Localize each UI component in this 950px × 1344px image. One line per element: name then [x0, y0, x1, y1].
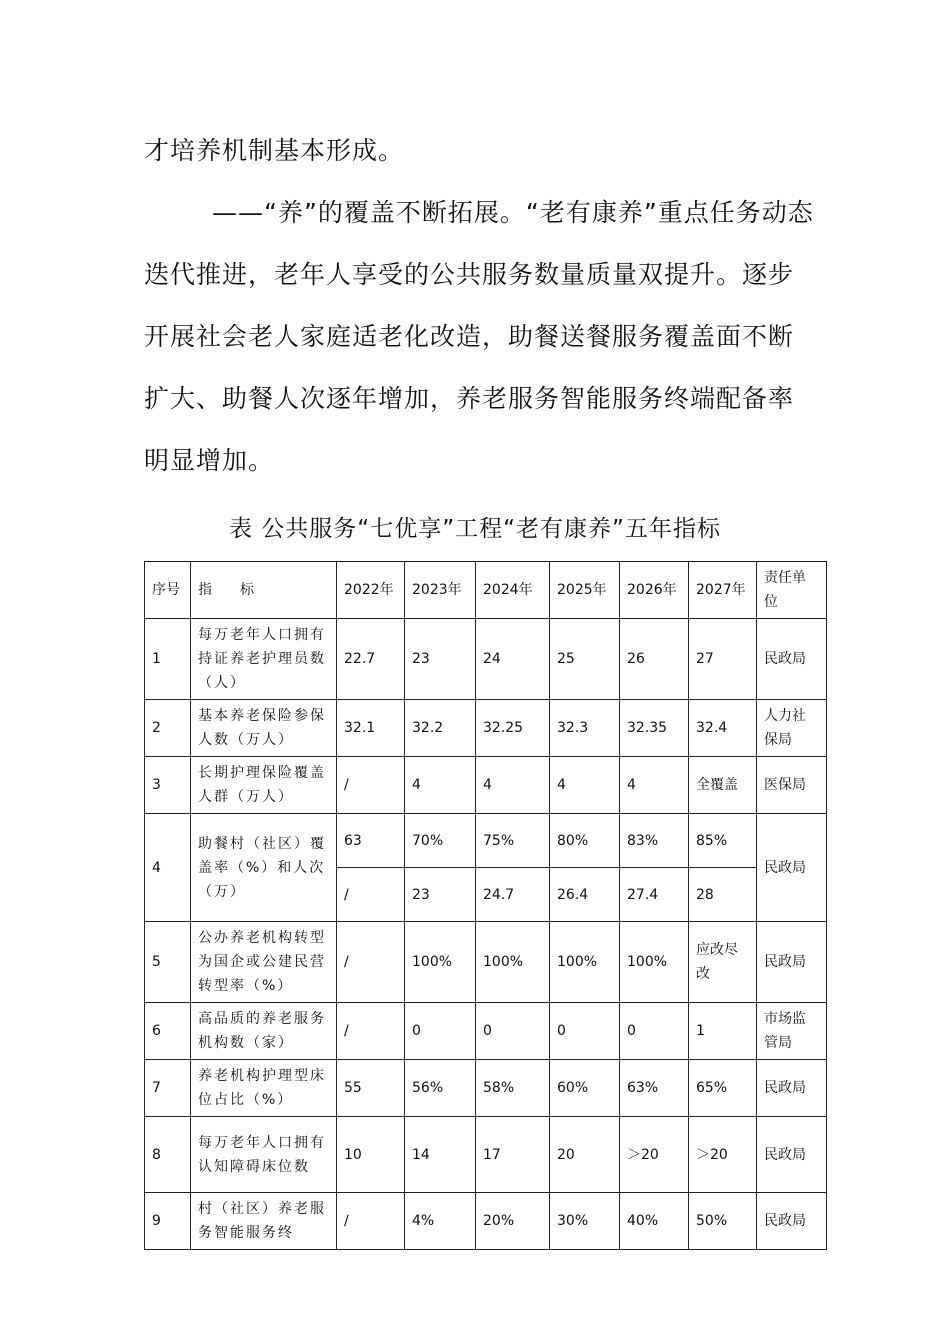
table-row — [145, 1060, 827, 1117]
cell-2025: 80% — [550, 814, 620, 868]
cell-2024: 20% — [476, 1193, 550, 1250]
table-header-row — [145, 562, 827, 619]
cell-indicator: 村（社区）养老服务智能服务终 — [191, 1193, 337, 1250]
header-2025: 2025年 — [550, 562, 620, 619]
cell-2025: 0 — [550, 1003, 620, 1060]
cell-2024: 75% — [476, 814, 550, 868]
cell-2022: / — [337, 1193, 405, 1250]
header-indicator: 指 标 — [191, 562, 337, 619]
cell-2026: 40% — [620, 1193, 689, 1250]
table-row — [145, 1193, 827, 1250]
cell-2027: 全覆盖 — [689, 757, 757, 814]
cell-2025: 4 — [550, 757, 620, 814]
cell-2023: 32.2 — [405, 700, 476, 757]
cell-2022: / — [337, 868, 405, 922]
cell-seq: 1 — [145, 619, 191, 700]
cell-2024: 0 — [476, 1003, 550, 1060]
cell-2027: ＞20 — [689, 1117, 757, 1193]
cell-2025: 26.4 — [550, 868, 620, 922]
cell-2024: 32.25 — [476, 700, 550, 757]
cell-dept: 民政局 — [757, 922, 827, 1003]
cell-2022: 22.7 — [337, 619, 405, 700]
cell-2023: 100% — [405, 922, 476, 1003]
table-row — [145, 814, 827, 868]
cell-2027: 应改尽改 — [689, 922, 757, 1003]
cell-indicator: 每万老年人口拥有认知障碍床位数 — [191, 1117, 337, 1193]
header-dept: 责任单位 — [757, 562, 827, 619]
cell-2027: 50% — [689, 1193, 757, 1250]
cell-2027: 27 — [689, 619, 757, 700]
cell-2027: 28 — [689, 868, 757, 922]
cell-dept: 民政局 — [757, 1117, 827, 1193]
cell-indicator: 养老机构护理型床位占比（%） — [191, 1060, 337, 1117]
cell-2022: / — [337, 757, 405, 814]
cell-2025: 100% — [550, 922, 620, 1003]
cell-2026: 26 — [620, 619, 689, 700]
cell-dept: 人力社保局 — [757, 700, 827, 757]
cell-seq: 6 — [145, 1003, 191, 1060]
cell-2023: 14 — [405, 1117, 476, 1193]
cell-indicator: 高品质的养老服务机构数（家） — [191, 1003, 337, 1060]
cell-seq: 2 — [145, 700, 191, 757]
cell-2026: 0 — [620, 1003, 689, 1060]
cell-2027: 32.4 — [689, 700, 757, 757]
cell-seq: 5 — [145, 922, 191, 1003]
cell-2025: 30% — [550, 1193, 620, 1250]
cell-dept: 医保局 — [757, 757, 827, 814]
cell-2023: 23 — [405, 868, 476, 922]
cell-2026: 32.35 — [620, 700, 689, 757]
cell-2022: 10 — [337, 1117, 405, 1193]
table-row — [145, 1003, 827, 1060]
cell-2024: 4 — [476, 757, 550, 814]
cell-2022: 32.1 — [337, 700, 405, 757]
cell-seq: 3 — [145, 757, 191, 814]
cell-2027: 65% — [689, 1060, 757, 1117]
cell-2025: 60% — [550, 1060, 620, 1117]
header-2027: 2027年 — [689, 562, 757, 619]
cell-2023: 0 — [405, 1003, 476, 1060]
cell-2022: 63 — [337, 814, 405, 868]
cell-2024: 24 — [476, 619, 550, 700]
text-line: 才培养机制基本形成。 — [144, 136, 405, 165]
cell-indicator: 助餐村（社区）覆盖率（%）和人次（万） — [191, 814, 337, 922]
cell-2026: 4 — [620, 757, 689, 814]
table-caption: 表 公共服务“七优享”工程“老有康养”五年指标 — [229, 516, 721, 542]
table-row — [145, 619, 827, 700]
cell-2026: 100% — [620, 922, 689, 1003]
header-2022: 2022年 — [337, 562, 405, 619]
cell-indicator: 基本养老保险参保人数（万人） — [191, 700, 337, 757]
cell-seq: 4 — [145, 814, 191, 922]
cell-indicator: 公办养老机构转型为国企或公建民营转型率（%） — [191, 922, 337, 1003]
cell-2026: 63% — [620, 1060, 689, 1117]
cell-2025: 20 — [550, 1117, 620, 1193]
text-line: 明显增加。 — [144, 446, 275, 475]
cell-dept: 民政局 — [757, 814, 827, 922]
paragraph-2 — [144, 182, 814, 492]
header-2024: 2024年 — [476, 562, 550, 619]
cell-2025: 32.3 — [550, 700, 620, 757]
table-row — [145, 922, 827, 1003]
cell-2022: / — [337, 922, 405, 1003]
cell-indicator: 长期护理保险覆盖人群（万人） — [191, 757, 337, 814]
text-line: 开展社会老人家庭适老化改造，助餐送餐服务覆盖面不断 — [144, 322, 795, 351]
cell-seq: 8 — [145, 1117, 191, 1193]
cell-seq: 7 — [145, 1060, 191, 1117]
cell-dept: 民政局 — [757, 1060, 827, 1117]
cell-2027: 1 — [689, 1003, 757, 1060]
header-2026: 2026年 — [620, 562, 689, 619]
cell-2022: 55 — [337, 1060, 405, 1117]
cell-2024: 100% — [476, 922, 550, 1003]
cell-2026: ＞20 — [620, 1117, 689, 1193]
paragraph-1 — [144, 120, 814, 182]
cell-dept: 民政局 — [757, 1193, 827, 1250]
cell-dept: 市场监管局 — [757, 1003, 827, 1060]
text-line: 迭代推进，老年人享受的公共服务数量质量双提升。逐步 — [144, 260, 795, 289]
header-2023: 2023年 — [405, 562, 476, 619]
cell-2026: 83% — [620, 814, 689, 868]
text-line: 扩大、助餐人次逐年增加，养老服务智能服务终端配备率 — [144, 384, 795, 413]
text-line: ——“养”的覆盖不断拓展。“老有康养”重点任务动态 — [212, 198, 814, 227]
cell-2026: 27.4 — [620, 868, 689, 922]
cell-2023: 4 — [405, 757, 476, 814]
table-row — [145, 700, 827, 757]
cell-2027: 85% — [689, 814, 757, 868]
cell-2023: 56% — [405, 1060, 476, 1117]
indicator-table — [144, 561, 827, 1250]
cell-2023: 70% — [405, 814, 476, 868]
cell-dept: 民政局 — [757, 619, 827, 700]
table-row — [145, 757, 827, 814]
cell-2022: / — [337, 1003, 405, 1060]
table-row — [145, 1117, 827, 1193]
cell-2023: 4% — [405, 1193, 476, 1250]
cell-2023: 23 — [405, 619, 476, 700]
header-seq: 序号 — [145, 562, 191, 619]
cell-indicator: 每万老年人口拥有持证养老护理员数（人） — [191, 619, 337, 700]
cell-seq: 9 — [145, 1193, 191, 1250]
cell-2024: 58% — [476, 1060, 550, 1117]
cell-2024: 24.7 — [476, 868, 550, 922]
cell-2024: 17 — [476, 1117, 550, 1193]
cell-2025: 25 — [550, 619, 620, 700]
